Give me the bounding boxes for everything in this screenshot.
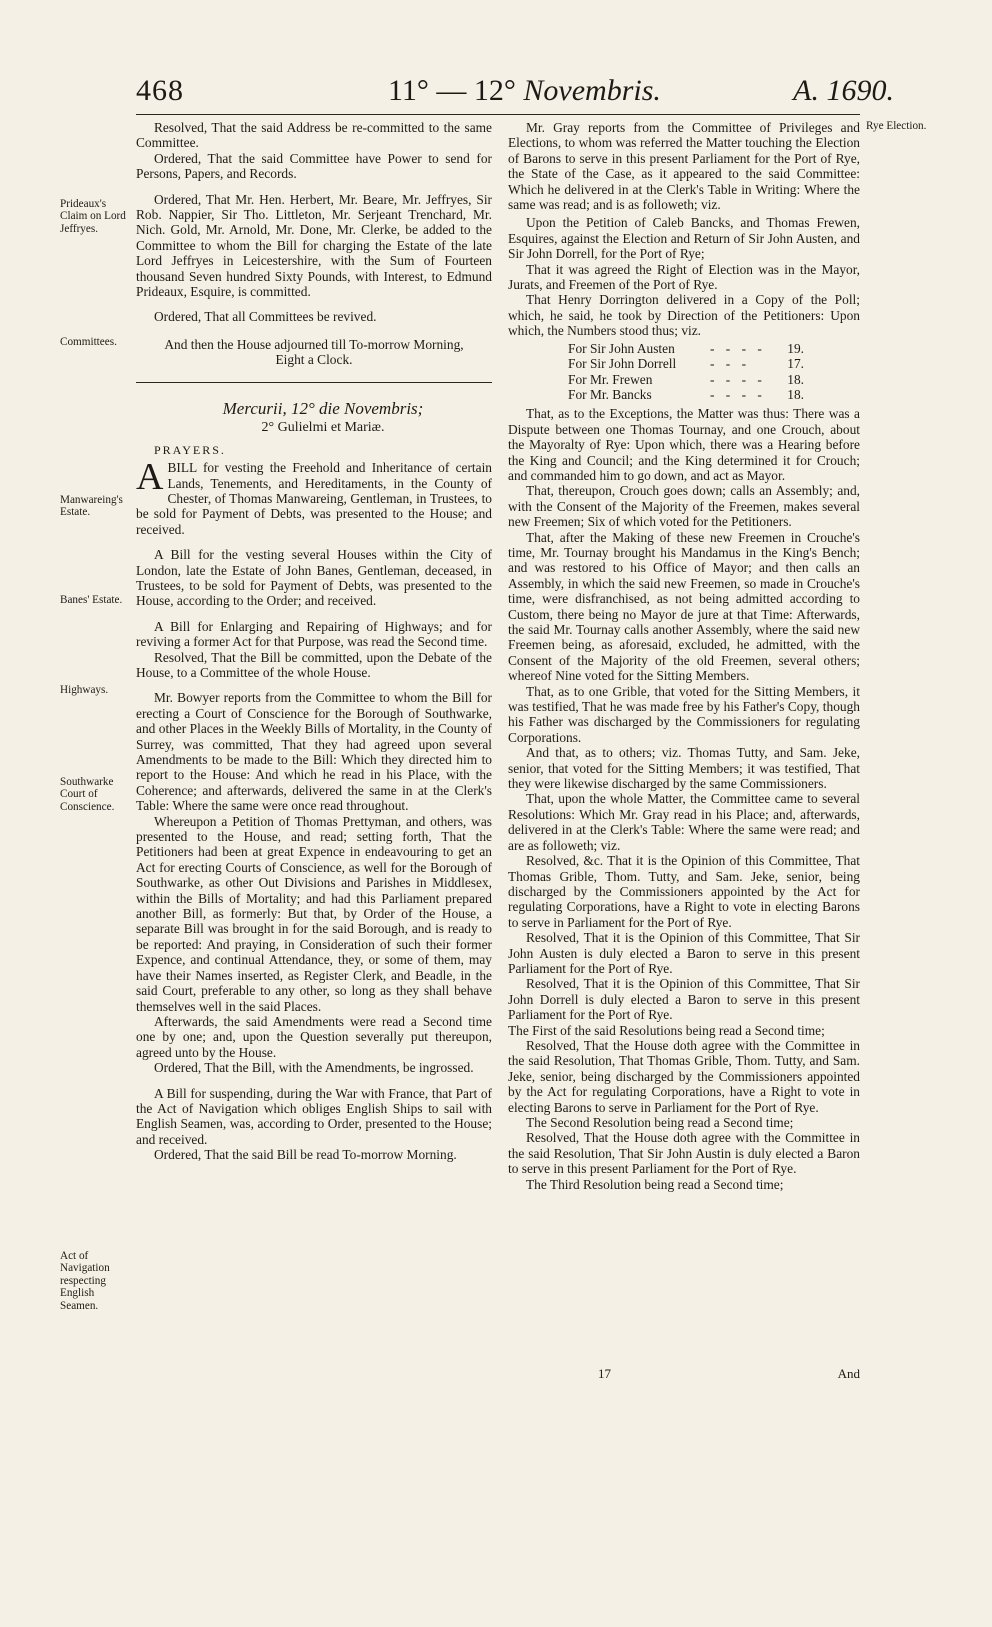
paragraph: Resolved, &c. That it is the Opinion of this Committee, That Thomas Grible, Thom. Tutty, and Sam. Jeke, senior, being discharged by the Commissioners appointed by the Act for regulating Corporations, have a Right to vote in electing Barons to serve in Parliament for the Port of Rye. — [508, 853, 860, 930]
poll-count: 17. — [787, 356, 804, 372]
margin-note-prideaux: Prideaux's Claim on Lord Jeffryes. — [60, 198, 126, 235]
page-header — [136, 74, 894, 116]
poll-count: 19. — [787, 340, 804, 356]
header-year: A. 1690. — [793, 74, 894, 107]
poll-row — [568, 372, 804, 387]
paragraph: That, thereupon, Crouch goes down; calls an Assembly; and, with the Consent of the Majority of the Freemen, makes several new Freemen; Six of which voted for the Petitioners. — [508, 483, 860, 530]
paragraph: Upon the Petition of Caleb Bancks, and Thomas Frewen, Esquires, against the Election and Return of Sir John Austen, and Sir John Dorrell, for the Port of Rye; — [508, 215, 860, 262]
margin-note-highways: Highways. — [60, 684, 109, 696]
poll-leader: - - - - — [710, 340, 766, 356]
signature-mark: 17 — [598, 1366, 611, 1381]
header-date — [388, 74, 661, 108]
poll-candidate: For Mr. Frewen — [568, 371, 653, 387]
header-day-range: 11° — 12° — [388, 74, 516, 107]
poll-candidate: For Mr. Bancks — [568, 386, 652, 402]
paragraph: The First of the said Resolutions being read a Second time; — [508, 1022, 825, 1038]
paragraph: The Second Resolution being read a Second time; — [526, 1115, 794, 1130]
paragraph: That, as to one Grible, that voted for the Sitting Members, it was testified, That he was made free by his Father's Copy, though his Father was discharged by the Commissioners for regulating Corporations. — [508, 683, 860, 745]
paragraph — [136, 456, 492, 537]
day-title: Mercurii, 12° die Novembris; — [222, 398, 424, 418]
poll-table — [568, 341, 860, 403]
poll-candidate: For Sir John Dorrell — [568, 356, 677, 372]
paragraph: Resolved, That it is the Opinion of this Committee, That Sir John Dorrell is duly elected a Baron to serve in this present Parliament for the Port of Rye. — [508, 976, 860, 1023]
paragraph: Resolved, That the Bill be committed, upon the Debate of the House, to a Committee of the whole House. — [136, 649, 492, 680]
poll-row — [568, 356, 804, 371]
margin-note-manwareing: Manwareing's Estate. — [60, 494, 123, 519]
paragraph: And that, as to others; viz. Thomas Tutty, and Sam. Jeke, senior, that voted for the Sitting Members; it was testified, That they were likewise discharged by the same Commissioners. — [508, 745, 860, 792]
margin-note-navigation: Act of Navigation respecting English Seamen. — [60, 1250, 110, 1312]
paragraph: The Third Resolution being read a Second time; — [526, 1176, 784, 1192]
paragraph: Whereupon a Petition of Thomas Prettyman, and others, was presented to the House, and read; setting forth, That the Petitioners had been at great Expence in endeavouring to get an Act for erecting Courts of Conscience, as well for the Borough of Southwarke, as other Out Divisions and Parishes in Middlesex, within the Bills of Mortality; and had this Parliament prepared another Bill, as formerly: But that, by Order of the House, a separate Bill was brought in for the said Borough, and is ready to be reported: And praying, in Consideration of such their former Expence, and continual Attendance, they, or some of them, may have their Names inserted, as Register Clerk, and Beadle, in the said Court, preferable to any other, so long as they shall behave themselves well in the said Places. — [136, 813, 492, 1014]
paragraph: That, after the Making of these new Freemen in Crouche's time, Mr. Tournay brought his Mandamus in the King's Bench; and was restored to his Office of Mayor; and then calls an Assembly, in which the said new Freemen, so made in Crouche's time, were disfranchised, as not being admitted according to Custom, there being no Mayor de jure at that Time: Afterwards, the said Mr. Tournay calls another Assembly, where the said new Freemen being, as aforesaid, excluded, he admitted, with the Consent of the Majority of the old Freemen, several others; whereof Nine voted for the Sitting Members. — [508, 529, 860, 684]
paragraph: Ordered, That all Committees be revived. — [154, 309, 377, 325]
margin-note-committees: Committees. — [60, 336, 117, 348]
poll-leader: - - - - — [710, 386, 766, 402]
adjournment: And then the House adjourned till To-morrow Morning, Eight a Clock. — [164, 336, 464, 368]
regnal-year: 2° Gulielmi et Mariæ. — [261, 419, 385, 435]
drop-cap: A — [136, 456, 164, 499]
paragraph: Resolved, That it is the Opinion of this Committee, That Sir John Austen is duly elected a Baron to serve in this present Parliament for the Port of Rye. — [508, 930, 860, 976]
paragraph: Ordered, That the said Committee have Power to send for Persons, Papers, and Records. — [136, 150, 492, 182]
margin-note-rye: Rye Election. — [866, 120, 927, 132]
section-rule — [136, 382, 492, 383]
paragraph: Ordered, That Mr. Hen. Herbert, Mr. Beare, Mr. Jeffryes, Sir Rob. Nappier, Sir Tho. Littleton, Mr. Serjeant Trenchard, Mr. Nich. Gold, Mr. Arnold, Mr. Done, Mr. Clerke, be added to the Committee to whom the Bill for charging the Estate of the late Lord Jeffryes in Leicestershire, with the Sum of Fourteen thousand Seven hundred Sixty Pounds, with Interest, to Edmund Prideaux, Esquire, is committed. — [136, 191, 492, 300]
paragraph: That Henry Dorrington delivered in a Copy of the Poll; which, he said, he took by Direction of the Petitioners: Upon which, the Numbers stood thus; viz. — [508, 292, 860, 339]
paragraph: Ordered, That the Bill, with the Amendments, be ingrossed. — [154, 1060, 474, 1076]
poll-leader: - - - — [710, 356, 751, 372]
right-column — [508, 120, 860, 1192]
paragraph: A Bill for the vesting several Houses within the City of London, late the Estate of John Banes, Gentleman, deceased, in Trustees, to be sold for Payment of Debts, was presented to the House, according to the Order; and received. — [136, 547, 492, 609]
paragraph: A Bill for suspending, during the War with France, that Part of the Act of Navigation which obliges English Ships to sail with English Seamen, was, according to Order, presented to the House; and received. — [136, 1085, 492, 1147]
poll-row — [568, 387, 804, 402]
paragraph-text: BILL for vesting the Freehold and Inheritance of certain Lands, Tenements, and Hereditaments, in the County of Chester, of Thomas Manwareing, Gentleman, in Trustees, to be sold for Payment of Debts, was presented to the House; and received. — [136, 460, 492, 537]
poll-row — [568, 341, 804, 356]
paragraph: Mr. Gray reports from the Committee of Privileges and Elections, to whom was referred the Matter touching the Election of Barons to serve in this present Parliament for the Port of Rye, the State of the Case, as it appeared to the said Committee: Which he delivered in at the Clerk's Table in Writing: Where the same was read; and is as followeth; viz. — [508, 120, 860, 213]
poll-leader: - - - - — [710, 371, 766, 387]
paragraph: Resolved, That the House doth agree with the Committee in the said Resolution, That Sir John Austin is duly elected a Baron to serve in this present Parliament for the Port of Rye. — [508, 1130, 860, 1177]
paragraph: Mr. Bowyer reports from the Committee to whom the Bill for erecting a Court of Conscience for the Borough of Southwarke, and other Places in the Weekly Bills of Mortality, in the County of Surrey, was committed, That they had agreed upon several Amendments to be made to the Bill: Which they directed him to report to the House: And which he read in his Place, with the Coherence; and afterwards, delivered the same in at the Clerk's Table: Where the same were once read throughout. — [136, 690, 492, 814]
margin-note-southwarke: Southwarke Court of Conscience. — [60, 776, 115, 813]
margin-note-banes: Banes' Estate. — [60, 594, 123, 606]
poll-count: 18. — [787, 371, 804, 387]
paragraph: That, upon the whole Matter, the Committee came to several Resolutions: Which Mr. Gray read in his Place; and, afterwards, delivered in at the Clerk's Table: Where the same were read; and are as followeth; viz. — [508, 791, 860, 853]
paragraph: Ordered, That the said Bill be read To-morrow Morning. — [154, 1147, 457, 1163]
prayers-heading: PRAYERS. — [154, 442, 226, 457]
poll-count: 18. — [787, 386, 804, 402]
paragraph: Resolved, That the said Address be re-committed to the same Committee. — [136, 120, 492, 151]
header-month: Novembris. — [523, 74, 661, 107]
poll-candidate: For Sir John Austen — [568, 340, 675, 356]
paragraph: Afterwards, the said Amendments were read a Second time one by one; and, upon the Question severally put thereupon, agreed unto by the House. — [136, 1013, 492, 1060]
page-number: 468 — [136, 74, 184, 107]
paragraph: A Bill for Enlarging and Repairing of Highways; and for reviving a former Act for that Purpose, was read the Second time. — [136, 618, 492, 650]
header-rule — [136, 114, 860, 115]
paragraph: Resolved, That the House doth agree with the Committee in the said Resolution, That Thomas Grible, Thom. Tutty, and Sam. Jeke, senior, being discharged by the Commissioners appointed by the Act for regulating Corporations, have a Right to vote in electing Barons to serve in Parliament for the Port of Rye. — [508, 1037, 860, 1115]
catchword: And — [837, 1366, 860, 1381]
paragraph: That it was agreed the Right of Election was in the Mayor, Jurats, and Freemen of the Port of Rye. — [508, 261, 860, 293]
paragraph: That, as to the Exceptions, the Matter was thus: There was a Dispute between one Thomas Tournay, and one Crouch, about the Mayoralty of Rye: Upon which, there was a Hearing before the King and Council; and the King determined it for Crouch; and commanded him to go down, and act as Mayor. — [508, 406, 860, 483]
left-column — [136, 120, 492, 1163]
